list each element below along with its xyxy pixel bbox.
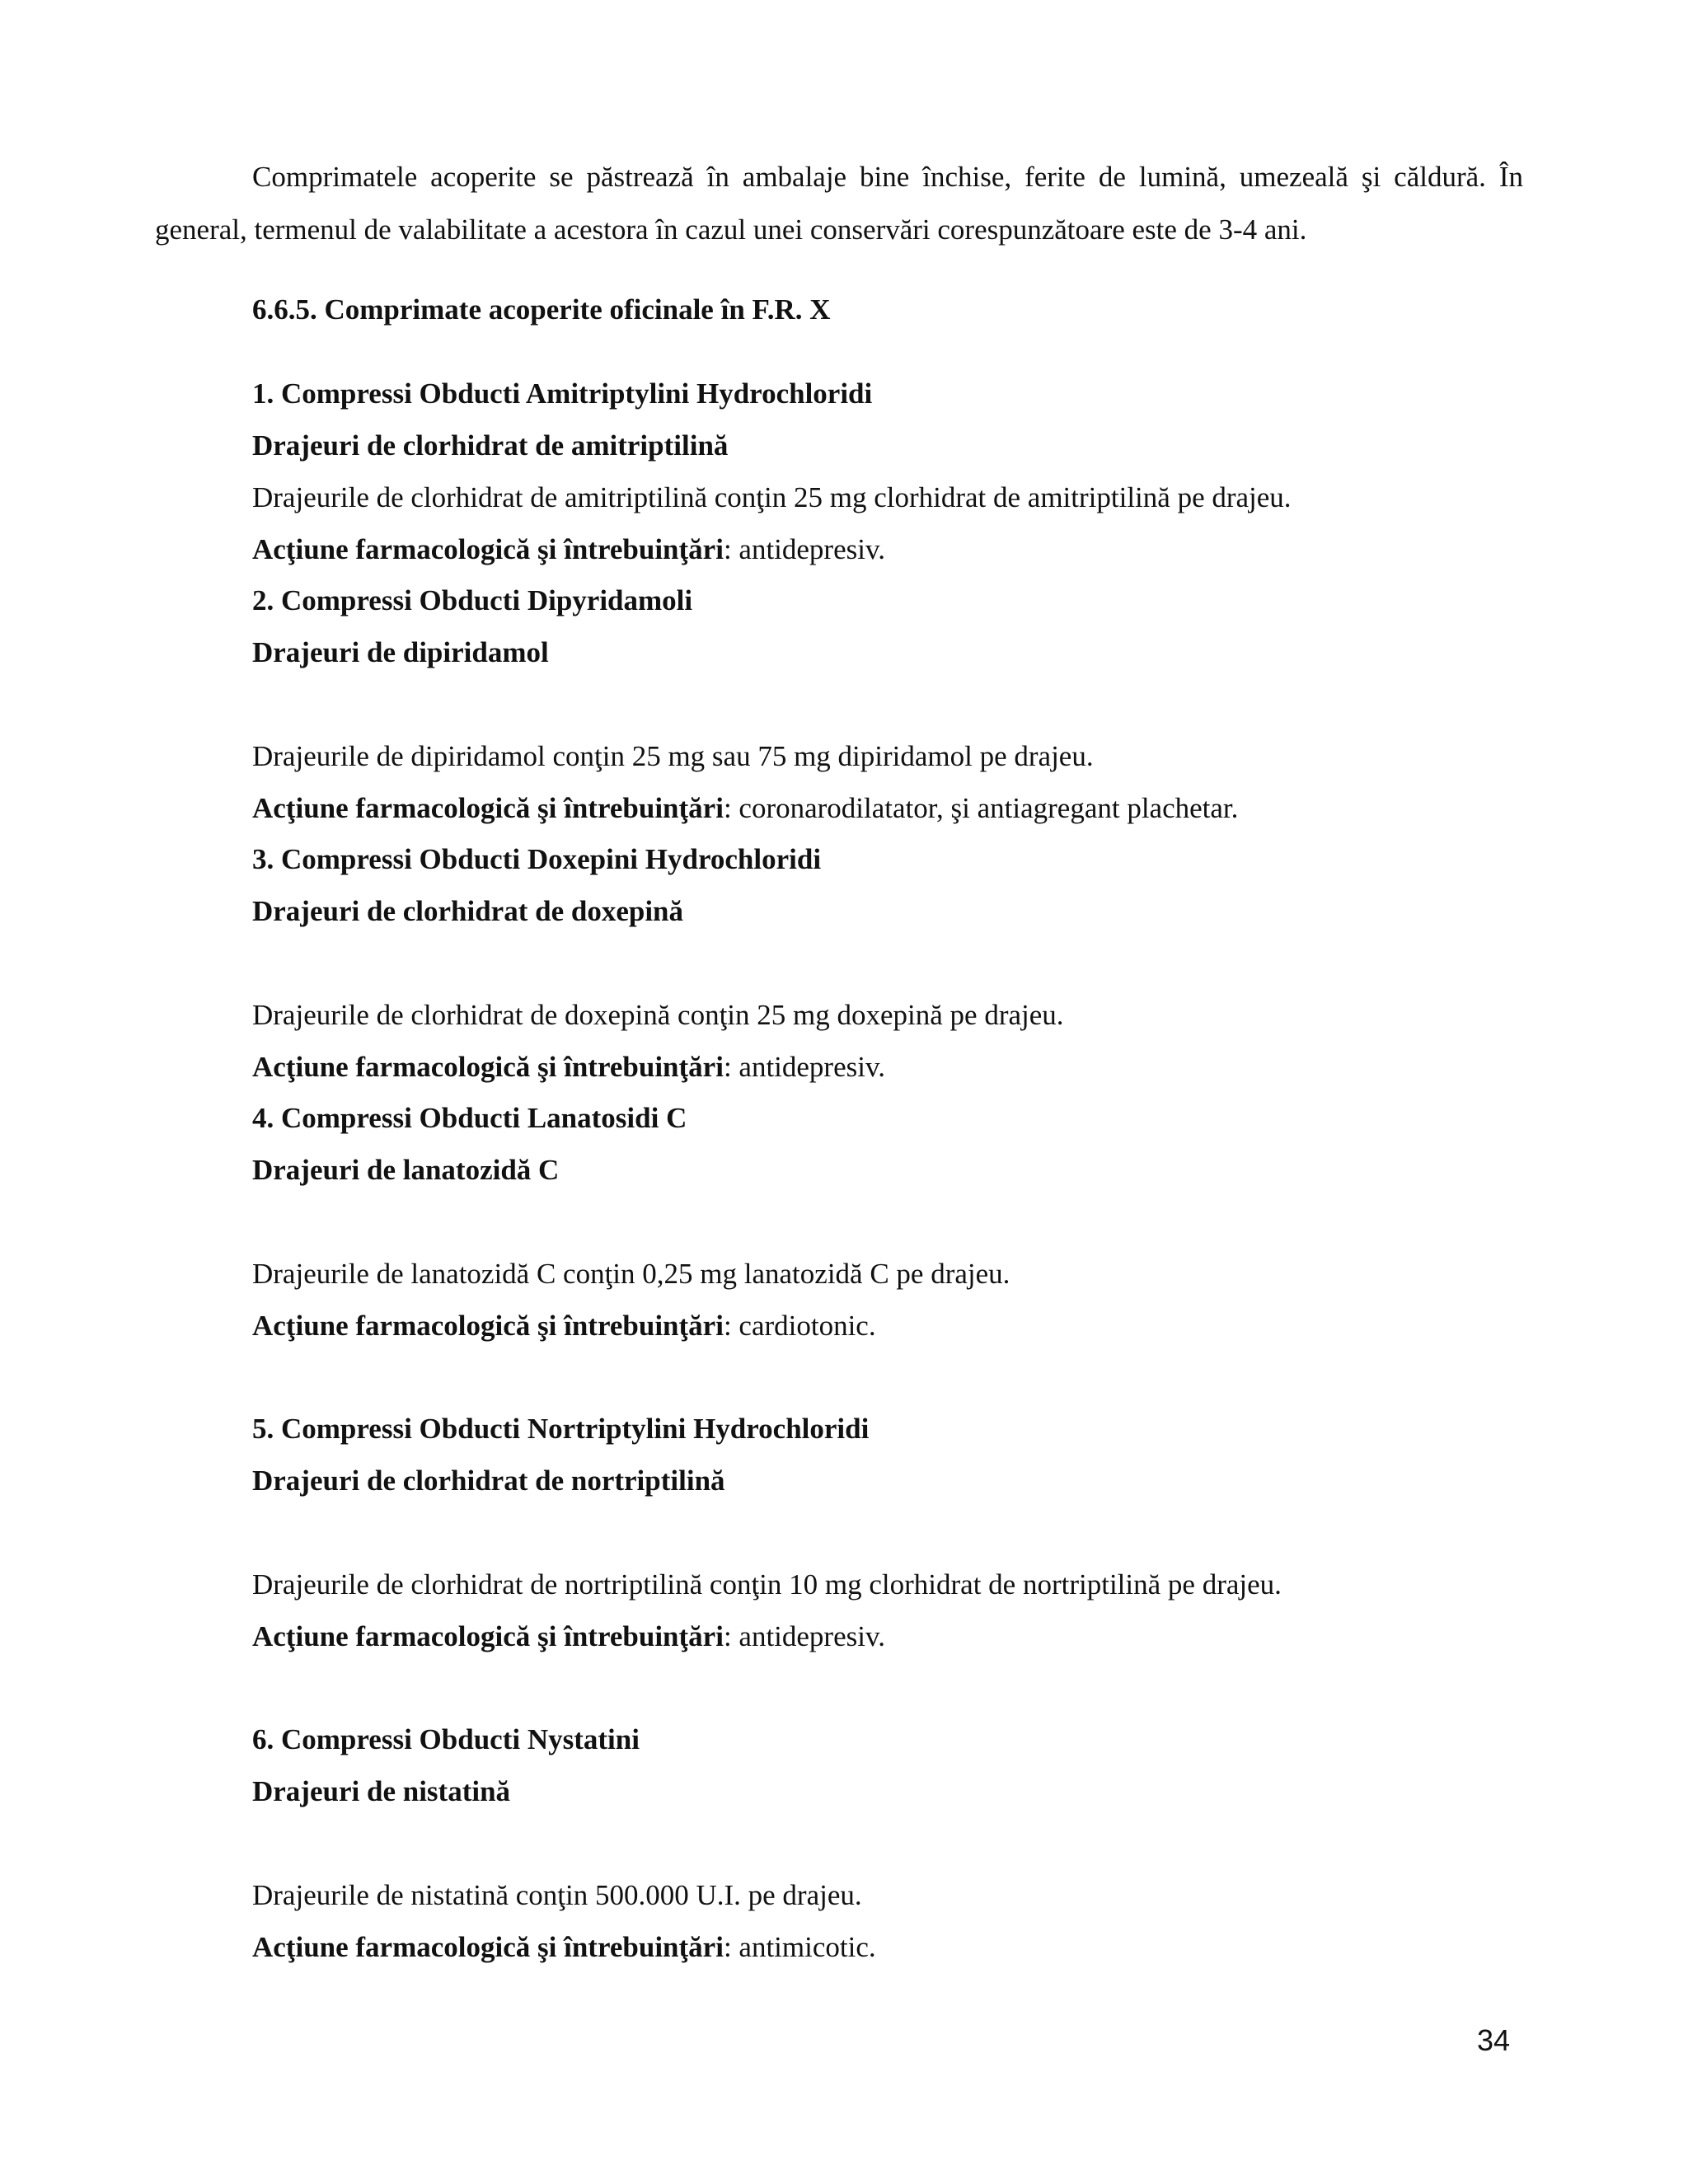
action-label: Acţiune farmacologică şi întrebuinţări <box>252 1931 724 1963</box>
item-3-description: Drajeurile de clorhidrat de doxepină conţin 25 mg doxepină pe drajeu. <box>252 999 1064 1031</box>
item-4-subtitle: Drajeuri de lanatozidă C <box>252 1154 560 1186</box>
action-value: : coronarodilatator, şi antiagregant plachetar. <box>723 792 1239 824</box>
item-1-subtitle: Drajeuri de clorhidrat de amitriptilină <box>252 429 729 462</box>
item-2-description: Drajeurile de dipiridamol conţin 25 mg sau 75 mg dipiridamol pe drajeu. <box>252 740 1094 772</box>
action-value: : antimicotic. <box>723 1931 876 1963</box>
item-6-title: 6. Compressi Obducti Nystatini <box>252 1723 640 1755</box>
item-5-title: 5. Compressi Obducti Nortriptylini Hydrochloridi <box>252 1413 870 1445</box>
item-4-action <box>252 1310 876 1343</box>
action-label: Acţiune farmacologică şi întrebuinţări <box>252 1051 724 1083</box>
item-3-subtitle: Drajeuri de clorhidrat de doxepină <box>252 895 684 927</box>
page-number: 34 <box>1477 2023 1511 2057</box>
action-value: : antidepresiv. <box>723 1051 885 1083</box>
item-1-action <box>252 533 885 566</box>
item-1-description: Drajeurile de clorhidrat de amitriptilină conţin 25 mg clorhidrat de amitriptilină pe drajeu. <box>252 481 1292 513</box>
item-4-description: Drajeurile de lanatozidă C conţin 0,25 mg lanatozidă C pe drajeu. <box>252 1258 1010 1290</box>
section-heading: 6.6.5. Comprimate acoperite oficinale în F.R. X <box>252 293 831 326</box>
item-5-action <box>252 1620 885 1653</box>
action-value: : antidepresiv. <box>723 1620 885 1652</box>
action-label: Acţiune farmacologică şi întrebuinţări <box>252 792 724 824</box>
item-6-description: Drajeurile de nistatină conţin 500.000 U.I. pe drajeu. <box>252 1879 862 1911</box>
item-5-description: Drajeurile de clorhidrat de nortriptilină conţin 10 mg clorhidrat de nortriptilină pe drajeu. <box>252 1568 1282 1601</box>
action-label: Acţiune farmacologică şi întrebuinţări <box>252 533 724 565</box>
intro-paragraph: Comprimatele acoperite se păstrează în ambalaje bine închise, ferite de lumină, umezeală şi căldură. În general, termenul de valabilitate a acestora în cazul unei conservări corespunzătoare este de 3-4 ani. <box>155 161 1523 246</box>
item-5-subtitle: Drajeuri de clorhidrat de nortriptilină <box>252 1465 725 1497</box>
action-value: : antidepresiv. <box>723 533 885 565</box>
action-label: Acţiune farmacologică şi întrebuinţări <box>252 1620 724 1652</box>
item-2-action <box>252 792 1238 825</box>
action-label: Acţiune farmacologică şi întrebuinţări <box>252 1310 724 1342</box>
item-6-subtitle: Drajeuri de nistatină <box>252 1775 511 1807</box>
item-1-title: 1. Compressi Obducti Amitriptylini Hydrochloridi <box>252 377 873 410</box>
item-3-action <box>252 1051 885 1084</box>
item-4-title: 4. Compressi Obducti Lanatosidi C <box>252 1102 687 1134</box>
item-2-title: 2. Compressi Obducti Dipyridamoli <box>252 584 693 616</box>
item-3-title: 3. Compressi Obducti Doxepini Hydrochloridi <box>252 843 822 875</box>
item-2-subtitle: Drajeuri de dipiridamol <box>252 636 549 668</box>
item-6-action <box>252 1931 876 1964</box>
action-value: : cardiotonic. <box>723 1310 876 1342</box>
